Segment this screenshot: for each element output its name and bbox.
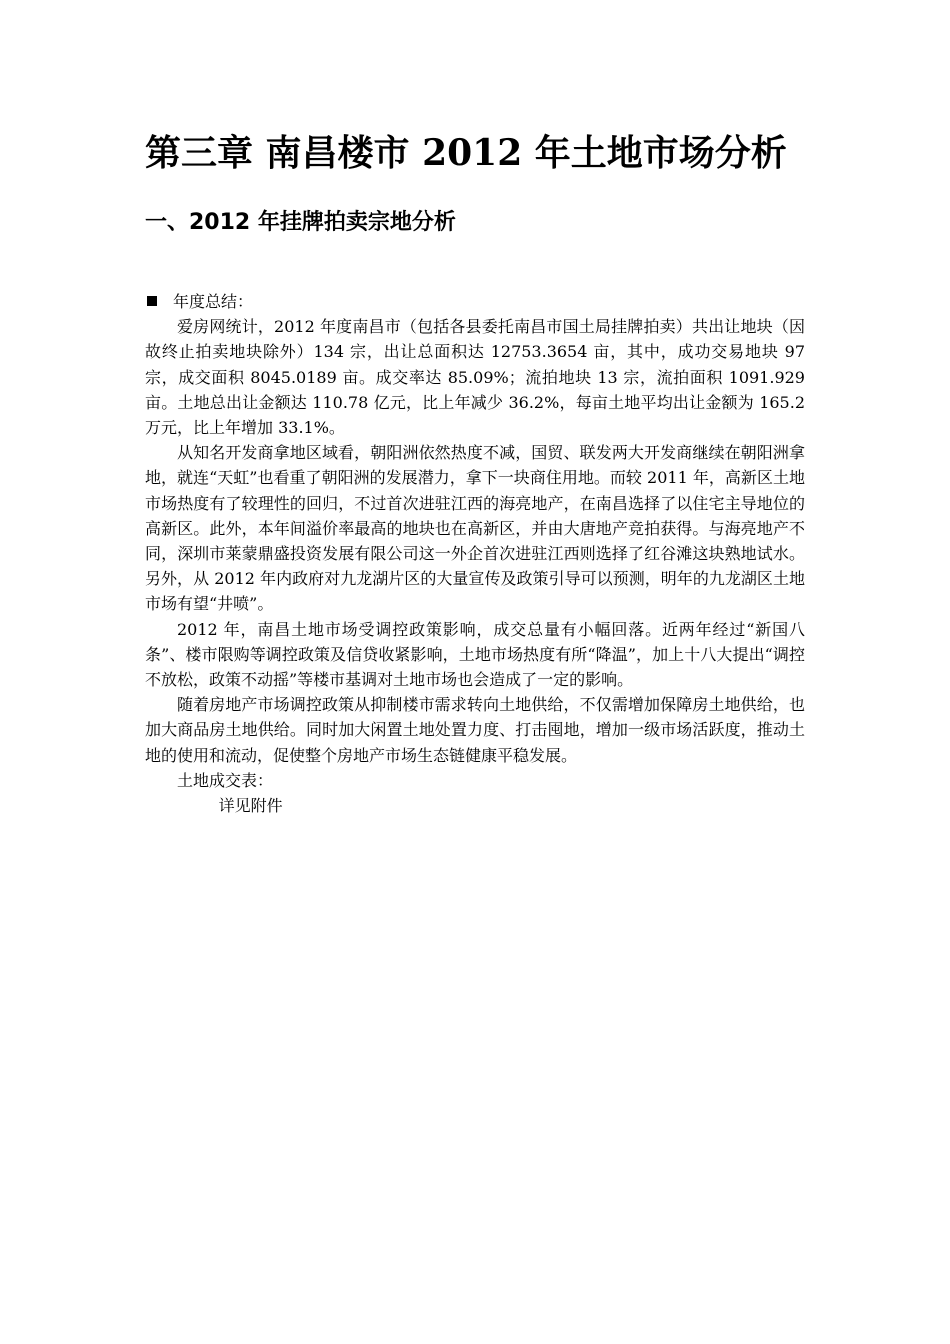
square-bullet-icon <box>147 296 157 306</box>
attachment-note: 详见附件 <box>218 796 283 816</box>
chapter-title: 第三章 南昌楼市 2012 年土地市场分析 <box>145 132 787 174</box>
table-label: 土地成交表： <box>177 770 274 790</box>
paragraph-developers: 从知名开发商拿地区域看，朝阳洲依然热度不减，国贸、联发两大开发商继续在朝阳洲拿地，就连“天虹”也看重了朝阳洲的发展潜力，拿下一块商住用地。而较 2011 年，高新区土地市场热度有了较理性的回归，不过首次进驻江西的海亮地产，在南昌选择了以住宅主导地位的高新区。此外，本年间溢价率最高的地块也在高新区，并由大唐地产竞拍获得。与海亮地产不同，深圳市莱蒙鼎盛投资发展有限公司这一外企首次进驻江西则选择了红谷滩这块熟地试水。另外，从 2012 年内政府对九龙湖片区的大量宣传及政策引导可以预测，明年的九龙湖区土地市场有望“井喷”。 <box>145 443 805 614</box>
paragraph-policy-impact: 2012 年，南昌土地市场受调控政策影响，成交总量有小幅回落。近两年经过“新国八条”、楼市限购等调控政策及信贷收紧影响，土地市场热度有所“降温”，加上十八大提出“调控不放松，政策不动摇”等楼市基调对土地市场也会造成了一定的影响。 <box>145 619 805 690</box>
document-body <box>145 289 805 818</box>
paragraph-statistics: 爱房网统计，2012 年度南昌市（包括各县委托南昌市国土局挂牌拍卖）共出让地块（因故终止拍卖地块除外）134 宗，出让总面积达 12753.3654 亩，其中，成功交易地块 97 宗，成交面积 8045.0189 亩。成交率达 85.09%；流拍地块 13 宗，流拍面积 1091.929 亩。土地总出让金额达 110.78 亿元，比上年减少 36.2%，每亩土地平均出让金额为 165.2 万元，比上年增加 33.1%。 <box>145 317 805 438</box>
section-title: 一、2012 年挂牌拍卖宗地分析 <box>145 210 456 235</box>
summary-heading <box>145 289 805 314</box>
summary-label: 年度总结： <box>173 292 254 311</box>
paragraph-outlook: 随着房地产市场调控政策从抑制楼市需求转向土地供给，不仅需增加保障房土地供给，也加大商品房土地供给。同时加大闲置土地处置力度、打击囤地，增加一级市场活跃度，推动土地的使用和流动，促使整个房地产市场生态链健康平稳发展。 <box>145 695 805 765</box>
